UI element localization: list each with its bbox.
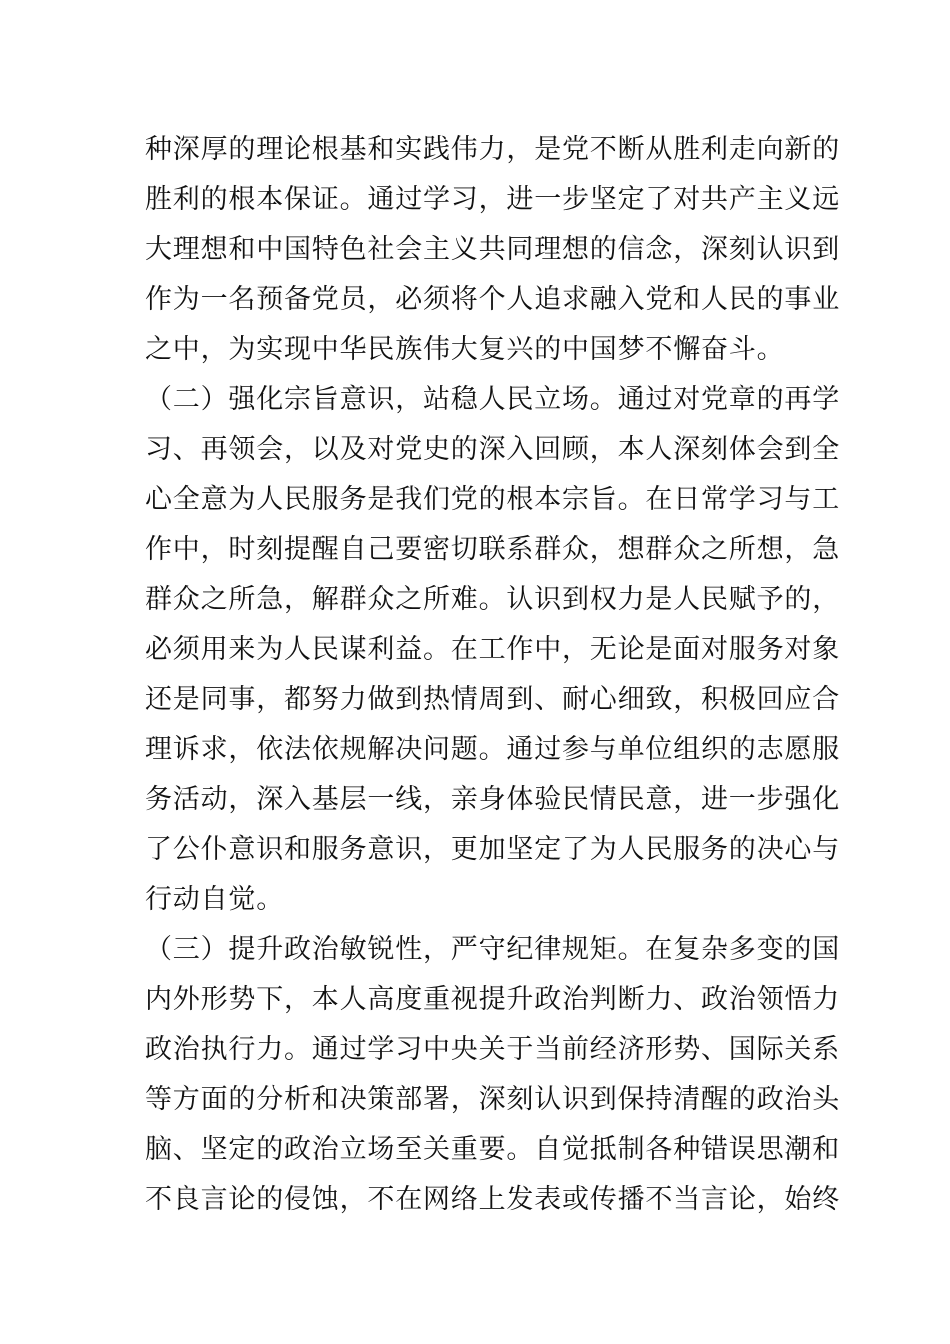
text-line-10: 群众之所急，解群众之所难。认识到权力是人民赋予的， — [145, 584, 840, 615]
text-line-16: 行动自觉。 — [145, 884, 284, 915]
text-line-7: 习、再领会，以及对党史的深入回顾，本人深刻体会到全 — [145, 434, 840, 465]
body-text — [145, 125, 840, 1225]
text-line-8: 心全意为人民服务是我们党的根本宗旨。在日常学习与工 — [145, 484, 840, 515]
text-line-15: 了公仆意识和服务意识，更加坚定了为人民服务的决心与 — [145, 834, 840, 865]
text-line-5: 之中，为实现中华民族伟大复兴的中国梦不懈奋斗。 — [145, 334, 785, 365]
text-line-1: 种深厚的理论根基和实践伟力，是党不断从胜利走向新的 — [145, 134, 840, 165]
text-line-12: 还是同事，都努力做到热情周到、耐心细致，积极回应合 — [145, 684, 840, 715]
text-line-19: 政治执行力。通过学习中央关于当前经济形势、国际关系 — [145, 1034, 840, 1065]
text-line-21: 脑、坚定的政治立场至关重要。自觉抵制各种错误思潮和 — [145, 1134, 840, 1165]
text-line-20: 等方面的分析和决策部署，深刻认识到保持清醒的政治头 — [145, 1084, 840, 1115]
section-heading-2-line: （二）强化宗旨意识，站稳人民立场。通过对党章的再学 — [145, 384, 840, 415]
text-line-18: 内外形势下，本人高度重视提升政治判断力、政治领悟力 — [145, 984, 840, 1015]
text-line-3: 大理想和中国特色社会主义共同理想的信念，深刻认识到 — [145, 234, 840, 265]
text-line-14: 务活动，深入基层一线，亲身体验民情民意，进一步强化 — [145, 784, 840, 815]
text-line-4: 作为一名预备党员，必须将个人追求融入党和人民的事业 — [145, 284, 840, 315]
section-heading-3-line: （三）提升政治敏锐性，严守纪律规矩。在复杂多变的国 — [145, 934, 840, 965]
text-line-22: 不良言论的侵蚀，不在网络上发表或传播不当言论，始终 — [145, 1184, 840, 1215]
text-line-2: 胜利的根本保证。通过学习，进一步坚定了对共产主义远 — [145, 184, 840, 215]
text-line-11: 必须用来为人民谋利益。在工作中，无论是面对服务对象 — [145, 634, 840, 665]
text-line-9: 作中，时刻提醒自己要密切联系群众，想群众之所想，急 — [145, 534, 840, 565]
text-line-13: 理诉求，依法依规解决问题。通过参与单位组织的志愿服 — [145, 734, 840, 765]
